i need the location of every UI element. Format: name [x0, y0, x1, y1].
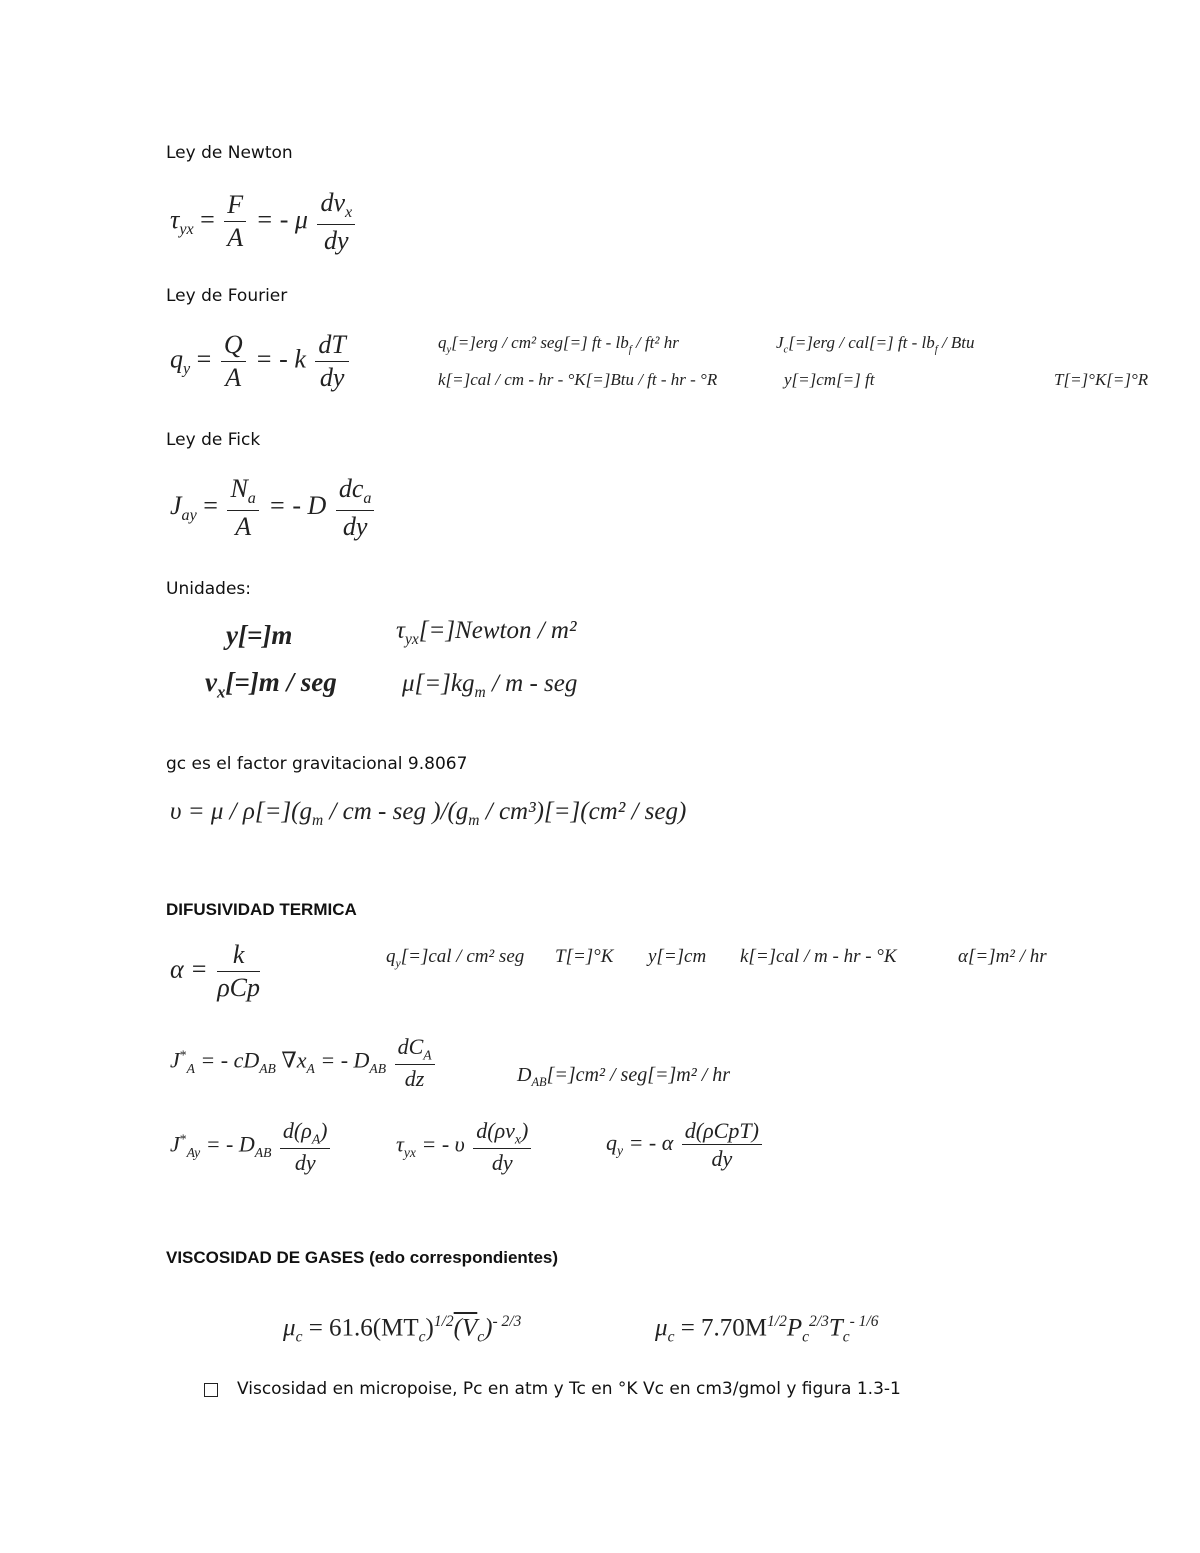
eq-subscript: Ay [186, 1145, 201, 1161]
unit-symbol: μ[=]kg [402, 670, 475, 697]
eq-symbol: q [606, 1129, 617, 1155]
unit-y-m: y[=]m [226, 620, 293, 650]
unit-text: [=]cm² / seg[=]m² / hr [546, 1064, 731, 1086]
fourier-unit-t: T[=]°K[=]°R [1054, 370, 1149, 389]
equation-newton: $\tau_{yx}$ = $\frac{F}{A}$ = - μ $\frac{dv_x}{dy}$ [170, 188, 358, 256]
equation-alpha [170, 940, 263, 1003]
unit-text: / cm³)[=](cm² / seg) [479, 798, 687, 825]
eq-operator: = - D [205, 1131, 255, 1157]
alpha-unit-y: y[=]cm [648, 946, 707, 967]
eq-numerator: dC [397, 1034, 424, 1059]
unit-symbol: τ [396, 617, 405, 644]
unit-subscript: f [628, 344, 632, 356]
eq-subscript: x [345, 204, 353, 222]
unit-subscript: AB [531, 1075, 547, 1089]
eq-gradient: ∇x [281, 1047, 307, 1073]
eq-numerator: d(ρv [476, 1118, 515, 1143]
eq-subscript: c [295, 1328, 303, 1346]
eq-subscript: AB [259, 1061, 276, 1077]
eq-denominator: A [227, 223, 244, 253]
alpha-unit-q [386, 946, 524, 971]
eq-subscript: A [311, 1131, 321, 1147]
eq-numerator: dT [315, 330, 348, 362]
eq-subscript: x [514, 1131, 521, 1147]
eq-symbol: μ [283, 1314, 296, 1342]
eq-operator: = - α [628, 1129, 674, 1155]
unit-subscript: x [216, 682, 226, 702]
bullet-viscosidad-note: Viscosidad en micropoise, Pc en atm y Tc en °K Vc en cm3/gmol y figura 1.3-1 [237, 1379, 901, 1399]
eq-numerator: Q [221, 330, 246, 362]
unit-text: [=]cal / cm² seg [400, 946, 525, 967]
equation-fourier: $q_y$ = $\frac{Q}{A}$ = - k $\frac{dT}{dy}$ [170, 330, 352, 393]
eq-denominator: dy [324, 225, 349, 255]
eq-subscript: c [418, 1328, 426, 1346]
eq-symbol: μ [655, 1314, 668, 1342]
eq-subscript: yx [403, 1145, 416, 1161]
eq-superscript: 1/2 [767, 1313, 787, 1330]
unit-text: [=]Newton / m² [418, 617, 577, 644]
unit-symbol: D [517, 1064, 532, 1086]
eq-superscript: - 2/3 [492, 1313, 522, 1330]
eq-subscript: a [363, 490, 372, 508]
fourier-unit-q [438, 333, 679, 355]
eq-subscript: A [423, 1047, 432, 1063]
unit-text: [=]erg / cal[=] ft - lb [788, 333, 935, 352]
eq-symbol: J [170, 1131, 180, 1157]
alpha-unit-alpha: α[=]m² / hr [958, 946, 1047, 967]
eq-symbol: (V [453, 1314, 478, 1342]
eq-numerator: d(ρ [282, 1118, 312, 1143]
eq-denominator: dy [342, 511, 368, 541]
eq-operator: = - cD [200, 1047, 260, 1073]
eq-denominator: dz [404, 1066, 425, 1092]
unit-text: / m - seg [485, 670, 578, 697]
eq-numerator: F [224, 190, 246, 222]
fourier-unit-y: y[=]cm[=] ft [784, 370, 875, 389]
eq-subscript: c [802, 1328, 810, 1346]
unit-symbol: J [776, 333, 784, 352]
eq-numerator: ) [320, 1118, 328, 1143]
unit-subscript: m [468, 812, 480, 829]
eq-subscript: y [183, 360, 191, 378]
eq-symbol: τ [170, 204, 180, 234]
eq-denominator: A [225, 362, 242, 392]
eq-symbol: T [828, 1314, 843, 1342]
unit-symbol: q [438, 333, 447, 352]
heading-difusividad-termica: DIFUSIVIDAD TERMICA [166, 900, 357, 919]
eq-numerator: k [217, 940, 260, 972]
equation-jstar-gradient: $J^*_A$ = - $cD_{AB}$ $\nabla x_A$ = - $D_{AB}$ $\frac{dC_A}{dz}$ [170, 1034, 438, 1091]
eq-operator: = - D [268, 490, 327, 520]
eq-operator: = - υ [421, 1131, 465, 1157]
eq-denominator: A [235, 511, 252, 541]
unit-text: / Btu [937, 333, 975, 352]
unit-subscript: y [446, 344, 452, 356]
eq-symbol: τ [396, 1131, 404, 1157]
unit-symbol: q [386, 946, 396, 967]
alpha-unit-k: k[=]cal / m - hr - °K [740, 946, 897, 967]
equation-q-heat [606, 1118, 765, 1172]
equation-fick: $J_{ay}$ = $\frac{N_a}{A}$ = - D $\frac{dc_a}{dy}$ [170, 474, 377, 542]
eq-subscript: c [667, 1328, 675, 1346]
eq-superscript: - 1/6 [849, 1313, 879, 1330]
eq-symbol: J [170, 490, 182, 520]
eq-denominator: dy [319, 362, 345, 392]
equation-jstar-density: $J^*_{Ay}$ = - $D_{AB}$ $\frac{d(\rho_A)}{dy}$ [170, 1118, 333, 1175]
eq-subscript: yx [179, 220, 194, 238]
unit-text: / ft² hr [631, 333, 679, 352]
unit-subscript: yx [404, 631, 419, 648]
unit-subscript: m [312, 812, 324, 829]
eq-superscript: 1/2 [433, 1313, 454, 1330]
kinematic-viscosity-units [170, 798, 686, 830]
eq-symbol: ) [484, 1314, 493, 1342]
unit-vx-mseg [205, 667, 337, 702]
eq-subscript: y [617, 1143, 624, 1159]
heading-ley-newton: Ley de Newton [166, 143, 293, 163]
eq-operator: α = [170, 954, 208, 984]
unit-subscript: f [934, 344, 938, 356]
eq-subscript: c [842, 1328, 850, 1346]
eq-operator: = - μ [255, 204, 308, 234]
equation-tau-momentum [396, 1118, 534, 1175]
eq-subscript: AB [254, 1145, 272, 1161]
eq-operator: = - D [320, 1047, 370, 1073]
unit-text: [=]m / seg [225, 667, 337, 697]
eq-subscript: a [247, 490, 256, 508]
eq-numerator: d(ρCpT) [682, 1118, 762, 1145]
unit-text: [=]erg / cm² seg[=] ft - lb [451, 333, 629, 352]
unit-subscript: m [474, 684, 486, 701]
bullet-box-icon [204, 1383, 218, 1397]
fourier-unit-j [776, 333, 975, 355]
eq-denominator: dy [294, 1150, 316, 1176]
heading-ley-fourier: Ley de Fourier [166, 286, 288, 306]
eq-subscript: A [306, 1061, 315, 1077]
dab-units [517, 1064, 730, 1090]
eq-numerator: dv [320, 188, 345, 217]
eq-numerator: ) [520, 1118, 529, 1143]
eq-subscript: AB [369, 1061, 387, 1077]
gc-note: gc es el factor gravitacional 9.8067 [166, 754, 468, 774]
equation-mu-pc [655, 1313, 878, 1346]
eq-numerator: dc [338, 474, 364, 503]
eq-subscript: ay [181, 506, 197, 524]
heading-ley-fick: Ley de Fick [166, 430, 261, 450]
eq-symbol: q [170, 344, 183, 374]
unit-subscript: c [783, 344, 789, 356]
unit-mu-kg [402, 670, 577, 702]
eq-operator: = - k [255, 344, 306, 374]
alpha-unit-t: T[=]°K [555, 946, 614, 967]
unit-symbol: v [205, 667, 217, 697]
eq-denominator: dy [491, 1150, 513, 1176]
eq-operator: = 7.70M [680, 1314, 768, 1342]
unit-subscript: y [395, 956, 401, 970]
unit-tau-newton [396, 617, 576, 649]
eq-subscript: A [186, 1061, 195, 1077]
eq-denominator: dy [711, 1146, 733, 1172]
heading-viscosidad-gases: VISCOSIDAD DE GASES (edo correspondientes) [166, 1248, 559, 1267]
eq-superscript: 2/3 [809, 1313, 829, 1330]
eq-symbol: J [170, 1047, 180, 1073]
eq-symbol: P [786, 1314, 803, 1342]
unit-text: / cm - seg )/(g [323, 798, 469, 825]
eq-numerator: N [230, 474, 248, 503]
eq-denominator: ρCp [217, 972, 261, 1002]
heading-unidades: Unidades: [166, 579, 251, 599]
eq-subscript: c [477, 1328, 485, 1346]
equation-mu-vc: $\mu_c = 61.6(MT_c)^{1/2}(V_c)^{- 2/3}$ [283, 1313, 522, 1346]
unit-text: υ = μ / ρ[=](g [170, 798, 312, 825]
fourier-unit-k: k[=]cal / cm - hr - °K[=]Btu / ft - hr - °R [438, 370, 718, 389]
eq-operator: = 61.6(MT [308, 1314, 419, 1342]
